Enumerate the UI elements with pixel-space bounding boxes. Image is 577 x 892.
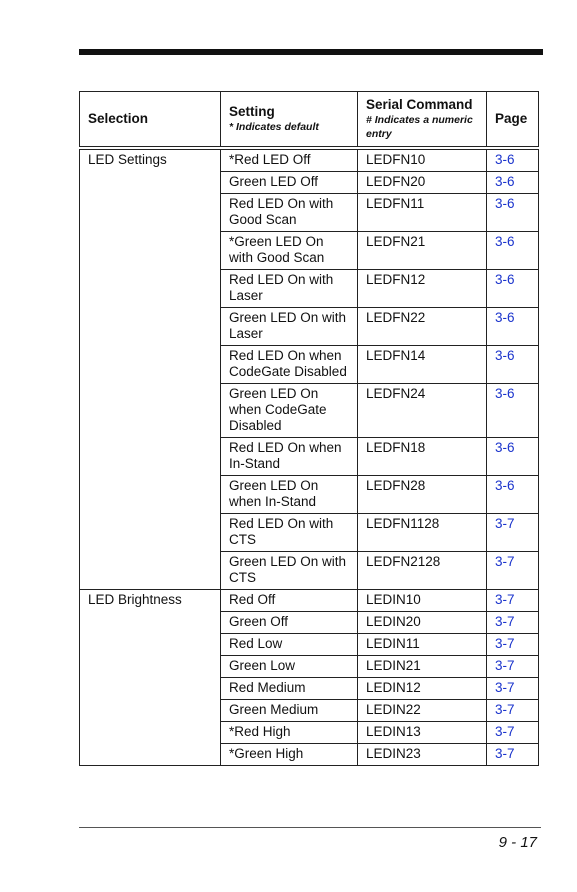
setting-cell: Red Off — [221, 590, 358, 612]
command-cell: LEDIN20 — [358, 612, 487, 634]
page-link[interactable]: 3-7 — [495, 636, 515, 651]
table-header-row — [80, 92, 539, 149]
header-serial-command-note: # Indicates a numeric entry — [366, 113, 473, 140]
page-cell — [487, 634, 539, 656]
page-cell — [487, 384, 539, 438]
page-cell — [487, 722, 539, 744]
page-link[interactable]: 3-6 — [495, 234, 515, 249]
command-cell: LEDIN22 — [358, 700, 487, 722]
setting-cell: Red LED On with Laser — [221, 270, 358, 308]
command-cell: LEDFN20 — [358, 172, 487, 194]
page-link[interactable]: 3-6 — [495, 152, 515, 167]
page-cell — [487, 346, 539, 384]
footer-rule — [79, 827, 541, 828]
page-link[interactable]: 3-6 — [495, 348, 515, 363]
setting-cell: Red LED On with Good Scan — [221, 194, 358, 232]
header-serial-command-label: Serial Command — [366, 96, 473, 112]
header-setting-label: Setting — [229, 103, 275, 119]
page-cell — [487, 438, 539, 476]
command-cell: LEDIN13 — [358, 722, 487, 744]
page-cell — [487, 308, 539, 346]
page-link[interactable]: 3-7 — [495, 680, 515, 695]
command-cell: LEDFN22 — [358, 308, 487, 346]
command-cell: LEDIN11 — [358, 634, 487, 656]
page-cell — [487, 232, 539, 270]
page-link[interactable]: 3-7 — [495, 614, 515, 629]
page-link[interactable]: 3-6 — [495, 196, 515, 211]
header-page — [487, 92, 539, 149]
command-cell: LEDIN21 — [358, 656, 487, 678]
selection-cell: LED Settings — [80, 148, 221, 590]
header-setting — [221, 92, 358, 149]
page-link[interactable]: 3-6 — [495, 310, 515, 325]
page-cell — [487, 700, 539, 722]
command-cell: LEDFN24 — [358, 384, 487, 438]
setting-cell: *Green LED On with Good Scan — [221, 232, 358, 270]
command-cell: LEDIN10 — [358, 590, 487, 612]
page-cell — [487, 612, 539, 634]
command-cell: LEDFN12 — [358, 270, 487, 308]
table-row — [80, 148, 539, 172]
page-link[interactable]: 3-6 — [495, 386, 515, 401]
page-link[interactable]: 3-7 — [495, 592, 515, 607]
header-setting-note: * Indicates default — [229, 120, 319, 133]
page-link[interactable]: 3-7 — [495, 554, 515, 569]
header-selection — [80, 92, 221, 149]
table-body — [80, 148, 539, 766]
page-link[interactable]: 3-6 — [495, 478, 515, 493]
page-link[interactable]: 3-7 — [495, 746, 515, 761]
setting-cell: Green LED On when In-Stand — [221, 476, 358, 514]
header-rule — [79, 49, 543, 55]
setting-cell: Red Low — [221, 634, 358, 656]
page-cell — [487, 656, 539, 678]
page-cell — [487, 172, 539, 194]
setting-cell: *Green High — [221, 744, 358, 766]
header-page-label: Page — [495, 110, 528, 126]
setting-cell: Red Medium — [221, 678, 358, 700]
page-cell — [487, 270, 539, 308]
command-cell: LEDIN12 — [358, 678, 487, 700]
page-link[interactable]: 3-7 — [495, 516, 515, 531]
page-link[interactable]: 3-7 — [495, 658, 515, 673]
command-cell: LEDIN23 — [358, 744, 487, 766]
setting-cell: *Red LED Off — [221, 148, 358, 172]
command-cell: LEDFN1128 — [358, 514, 487, 552]
page-link[interactable]: 3-6 — [495, 440, 515, 455]
setting-cell: Green Medium — [221, 700, 358, 722]
page-link[interactable]: 3-7 — [495, 724, 515, 739]
selection-cell: LED Brightness — [80, 590, 221, 766]
setting-cell: Red LED On when CodeGate Disabled — [221, 346, 358, 384]
command-cell: LEDFN2128 — [358, 552, 487, 590]
page-cell — [487, 552, 539, 590]
header-serial-command — [358, 92, 487, 149]
page-cell — [487, 678, 539, 700]
page-link[interactable]: 3-7 — [495, 702, 515, 717]
command-cell: LEDFN18 — [358, 438, 487, 476]
page-cell — [487, 476, 539, 514]
setting-cell: Green LED On when CodeGate Disabled — [221, 384, 358, 438]
setting-cell: Green LED On with CTS — [221, 552, 358, 590]
table-row — [80, 590, 539, 612]
setting-cell: Red LED On when In-Stand — [221, 438, 358, 476]
page-number: 9 - 17 — [498, 834, 537, 851]
serial-command-table — [79, 91, 539, 766]
page-link[interactable]: 3-6 — [495, 174, 515, 189]
command-cell: LEDFN14 — [358, 346, 487, 384]
setting-cell: Green Off — [221, 612, 358, 634]
page-cell — [487, 148, 539, 172]
command-cell: LEDFN10 — [358, 148, 487, 172]
page-cell — [487, 194, 539, 232]
setting-cell: Green LED Off — [221, 172, 358, 194]
setting-cell: Green Low — [221, 656, 358, 678]
setting-cell: *Red High — [221, 722, 358, 744]
command-cell: LEDFN28 — [358, 476, 487, 514]
setting-cell: Red LED On with CTS — [221, 514, 358, 552]
command-cell: LEDFN11 — [358, 194, 487, 232]
page-cell — [487, 590, 539, 612]
page-cell — [487, 514, 539, 552]
page-cell — [487, 744, 539, 766]
header-selection-label: Selection — [88, 110, 149, 126]
setting-cell: Green LED On with Laser — [221, 308, 358, 346]
command-cell: LEDFN21 — [358, 232, 487, 270]
page-link[interactable]: 3-6 — [495, 272, 515, 287]
